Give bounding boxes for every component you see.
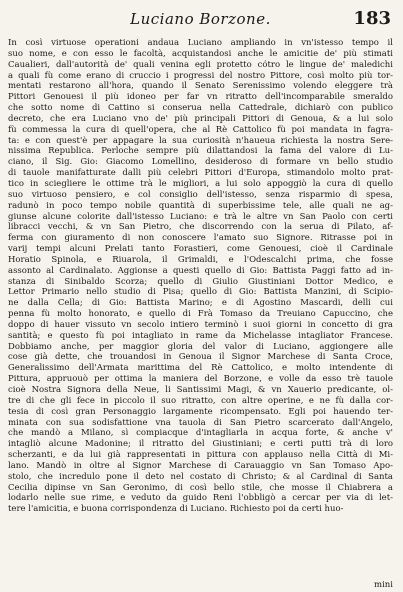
text-line: lodarlo nelle sue rime, e veduto da guido Reni l'obbligò a cercar per via di let- [8,493,393,504]
text-line: radunò in poco tempo nobile quantità di superbissime tele, alle quali ne ag- [8,200,393,211]
text-line: varij tempi alcuni Prelati tanto Forastieri, come Genouesi, cioè il Cardinale [8,244,393,255]
text-line: a quali fù come erano di cruccio i progressi del nostro Pittore, così molto più tor- [8,70,393,81]
text-line: stolo, che incredulo pone il deto nel costato di Christo; & al Cardinal di Santa [8,471,393,482]
page-number: 183 [353,8,391,29]
text-line: minata con sua sodisfattione vna tauola di San Pietro scarcerato dall'Angelo, [8,417,393,428]
text-line: Lettor Primario nello studio di Pisa; quello di Gio: Battista Manzini, di Scipio- [8,287,393,298]
text-line: cioè Nostra Signora della Neue, li Santissimi Magi, & vn Xauerio predicante, ol- [8,385,393,395]
text-line: ta: e con quest'è per appagare la sua curiosità n'haueua richiesta la nostra Sere- [8,135,393,146]
text-line: tre di che gli fece in piccolo il suo ritratto, con altre operine, e ne fù dalla cor- [8,395,393,406]
body-text [8,38,393,515]
text-line: libracci vecchi, & vn San Pietro, che discorrendo con la serua di Pilato, af- [8,222,393,233]
text-line: Pittori Genouesi il più idoneo per far vn ritratto dell'incomparabile smeraldo [8,92,393,103]
text-line: cose già dette, che trouandosi in Genoua il Signor Marchese di Santa Croce, [8,352,393,363]
running-title: Luciano Borzone. [130,10,271,28]
text-line: stanza di Sinibaldo Scorza; quello di Giulio Giustiniani Dottor Medico, e [8,276,393,287]
text-line: decreto, che era Luciano vno de' più principali Pittori di Genoua, & a lui solo [8,113,393,124]
text-line: mentati restarono all'hora, quando il Senato Serenissimo volendo eleggere trà [8,81,393,92]
text-line: nissima Republica. Perloche sempre più dilattandosi la fama del valore di Lu- [8,146,393,157]
text-line: tesia di così gran Personaggio largamente ricompensato. Egli poi hauendo ter- [8,406,393,417]
text-line: santità; e questo fù poi intagliato in rame da Michelasse intagliator Francese. [8,330,393,341]
text-line: scherzanti, e da lui già rappresentati in pittura con applauso nella Città di Mi- [8,450,393,461]
catchword: mini [374,580,393,590]
text-line: ne dalla Cella; di Gio: Battista Marino; e di Agostino Mascardi, delli cui [8,298,393,309]
text-line: penna fù molto honorato, e quello di Frà Tomaso da Treuiano Capuccino, che [8,309,393,320]
text-line: doppo di hauer vissuto vn secolo intiero terminò i suoi giorni in concetto di gra [8,319,393,330]
text-line: tere l'amicitia, e buona corrispondenza di Luciano. Richiesto poi da certi huo- [8,504,344,515]
text-line: di tauole manifatturate dalli più celebri Pittori d'Europa, stimandolo molto prat- [8,168,393,179]
text-line: Generalissimo dell'Armata marittima del Rè Cattolico, e molto intendente di [8,363,393,374]
text-line: intagliò alcune Madonine; il ritratto del Giustiniani; e certi putti trà di loro [8,439,393,450]
text-line: giunse alcune colorite dall'istesso Luciano: e trà le altre vn San Paolo con certi [8,211,393,222]
text-line: Caualieri, dall'autorità de' quali venina egli protetto cótro le lingue de' maledichi [8,59,393,70]
page-header [8,8,393,32]
text-line: Cecilia dipinse vn San Geronimo, di così bello stile, che mosse il Chiabrera a [8,482,393,493]
text-line: suo virtuoso pensiero, e col consiglio dell'istesso, senza risparmio di spesa, [8,189,393,200]
text-line: ciano, il Sig. Gio: Giacomo Lomellino, desideroso di formare vn bello studio [8,157,393,168]
text-line: In così virtuose operationi andaua Luciano ampliando in vn'istesso tempo il [8,38,393,48]
text-line: Dobbiamo anche, per maggior gloria del valor di Luciano, aggiongere alle [8,341,393,352]
text-line: Horatio Spinola, e Riuarola, il Grimaldi, e l'Odescalchi prima, che fosse [8,254,393,265]
text-line: lano. Mandò in oltre al Signor Marchese di Carauaggio vn San Tomaso Apo- [8,460,393,471]
text-line: che sotto nome di Cattino si conserua nella Cattedrale, dichiarò con publico [8,103,393,114]
text-line: assonto al Cardinalato. Aggionse a questi quello di Gio: Battista Paggi fatto ad in- [8,265,393,276]
text-line: suo nome, e con esso le facoltà, acquistandosi anche le amicitie de' più stimati [8,48,393,59]
text-line: ferma con giuramento di non conoscere l'amato suo Signore. Ritrasse poi in [8,233,393,244]
text-line: che mandò a Milano, sì compiacque d'intagliarla in acqua forte, & anche v' [8,428,393,439]
text-line: tico in sciegliere le ottime trà le migliori, a lui solo appoggiò la cura di quello [8,178,393,189]
text-line: fù commessa la cura di quell'opera, che al Rè Cattolico fù poi mandata in fagra- [8,124,393,135]
text-line: Pittura, appruouò per ottima la maniera del Borzone, e volle da esso trè tauole [8,374,393,385]
